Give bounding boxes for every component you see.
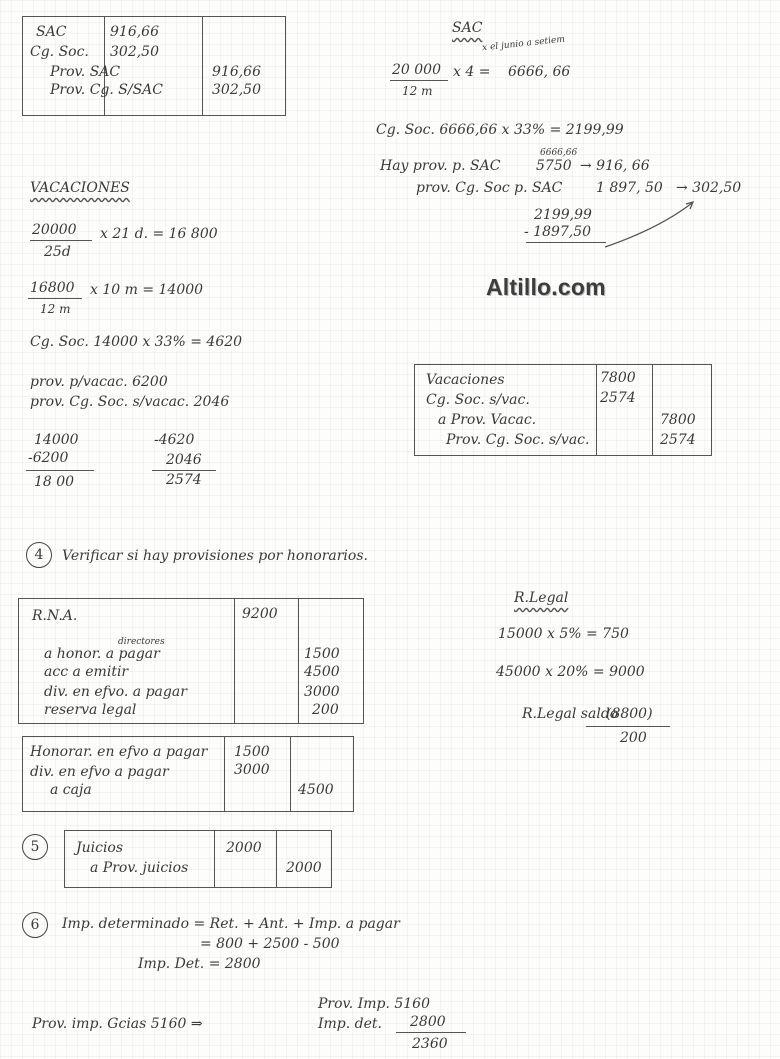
section-6-right-result: 2360	[412, 1036, 448, 1052]
rna-table-divider	[234, 598, 235, 724]
vac-table-divider	[596, 364, 597, 456]
sac-fraction-numerator: 20 000	[392, 62, 441, 78]
section-6-line2: = 800 + 2500 - 500	[200, 936, 340, 952]
vac-table-account: Prov. Cg. Soc. s/vac.	[446, 432, 590, 448]
sac-row-debit: 916,66	[110, 24, 159, 40]
vac-table-credit: 2574	[660, 432, 696, 448]
sac-prov-cg-result: → 302,50	[676, 180, 742, 196]
sac-row-debit: 302,50	[110, 44, 159, 60]
vac-calc1-den: 25d	[44, 244, 71, 260]
arrow-icon	[600, 195, 700, 255]
rlegal-line3-label: R.Legal saldo	[522, 706, 619, 722]
section-6-line3: Imp. Det. = 2800	[138, 956, 261, 972]
vac-calc2-num: 16800	[30, 280, 75, 296]
juicios-table-divider	[276, 830, 277, 888]
pay-row-account: Honorar. en efvo a pagar	[30, 744, 208, 760]
vac-sub2-a: -4620	[154, 432, 195, 448]
vac-prov-cg-line: prov. Cg. Soc. s/vacac. 2046	[30, 394, 230, 410]
section-6-underline	[396, 1032, 466, 1033]
sac-sub-underline	[526, 242, 606, 243]
vac-sub1-b: -6200	[28, 450, 69, 466]
rna-row-credit: 4500	[304, 664, 340, 680]
sac-row-account: SAC	[36, 24, 67, 40]
vac-table-divider	[652, 364, 653, 456]
vac-calc1-bar	[30, 240, 92, 241]
sac-row-credit: 302,50	[212, 82, 261, 98]
juicios-row-account: Juicios	[76, 840, 124, 856]
section-4-text: Verificar si hay provisiones por honorarios.	[62, 548, 368, 564]
juicios-table-divider	[214, 830, 215, 888]
rna-row-account: acc a emitir	[44, 664, 129, 680]
vac-prov-line: prov. p/vacac. 6200	[30, 374, 168, 390]
rlegal-line2: 45000 x 20% = 9000	[496, 664, 645, 680]
rlegal-title: R.Legal	[514, 590, 569, 606]
vac-calc1-num: 20000	[32, 222, 77, 238]
juicios-row-debit: 2000	[226, 840, 262, 856]
section-6-right-a: Prov. Imp. 5160	[318, 996, 430, 1012]
vac-sub1-a: 14000	[34, 432, 79, 448]
sac-prov-note: 6666,66	[540, 148, 578, 158]
vac-calc2-bar	[28, 298, 82, 299]
sac-row-account: Cg. Soc.	[30, 44, 89, 60]
juicios-row-account: a Prov. juicios	[90, 860, 189, 876]
rna-row-account: div. en efvo. a pagar	[44, 684, 187, 700]
section-6-right-b-value: 2800	[410, 1014, 446, 1030]
rna-superscript: directores	[118, 637, 165, 647]
vac-sub1-line	[26, 470, 94, 471]
vac-table-debit: 2574	[600, 390, 636, 406]
section-6-prov-left: Prov. imp. Gcias 5160 ⇒	[32, 1016, 203, 1032]
vac-sub2-b: 2046	[166, 452, 202, 468]
rna-row-credit: 3000	[304, 684, 340, 700]
vac-sub2-line	[152, 470, 216, 471]
sac-prov-cg-value: 1 897, 50	[596, 180, 663, 196]
rna-table-divider	[298, 598, 299, 724]
vac-calc2-rest: x 10 m = 14000	[90, 282, 204, 298]
sac-row-account: Prov. SAC	[50, 64, 121, 80]
pay-table-divider	[224, 736, 225, 812]
rlegal-line1: 15000 x 5% = 750	[498, 626, 629, 642]
rlegal-underline	[586, 726, 670, 727]
sac-result: 6666, 66	[508, 64, 571, 80]
section-6-number: 6	[22, 912, 48, 938]
pay-row-debit: 3000	[234, 762, 270, 778]
rna-row-credit: 200	[312, 702, 339, 718]
sac-prov-result: → 916, 66	[580, 158, 650, 174]
vac-calc1-rest: x 21 d. = 16 800	[100, 226, 218, 242]
rna-row-account: reserva legal	[44, 702, 137, 718]
sac-fraction-denominator: 12 m	[402, 84, 433, 98]
rna-row-account: a honor. a pagar	[44, 646, 160, 662]
vac-table-debit: 7800	[600, 370, 636, 386]
pay-table-divider	[290, 736, 291, 812]
sac-prov-cg-label: prov. Cg. Soc p. SAC	[416, 180, 563, 196]
vac-table-account: a Prov. Vacac.	[438, 412, 537, 428]
pay-row-credit: 4500	[298, 782, 334, 798]
section-6-line1: Imp. determinado = Ret. + Ant. + Imp. a pagar	[62, 916, 400, 932]
vac-table-account: Cg. Soc. s/vac.	[426, 392, 530, 408]
sac-row-account: Prov. Cg. S/SAC	[50, 82, 163, 98]
vac-cargas: Cg. Soc. 14000 x 33% = 4620	[30, 334, 243, 350]
sac-title: SAC	[452, 20, 483, 36]
rlegal-result: 200	[620, 730, 647, 746]
pay-row-account: div. en efvo a pagar	[30, 764, 169, 780]
sac-row-credit: 916,66	[212, 64, 261, 80]
sac-fraction-bar	[390, 80, 448, 81]
sac-multiplier: x 4 =	[453, 64, 491, 80]
rna-row-credit: 1500	[304, 646, 340, 662]
vac-table-credit: 7800	[660, 412, 696, 428]
rna-head-debit: 9200	[242, 606, 278, 622]
rlegal-line3-value: (8800)	[606, 706, 653, 722]
vacaciones-title: VACACIONES	[30, 180, 130, 196]
section-6-right-b-label: Imp. det.	[318, 1016, 382, 1032]
sac-prov-value: 5750	[536, 158, 572, 174]
section-5-number: 5	[22, 834, 48, 860]
pay-row-account: a caja	[50, 782, 92, 798]
sac-table-divider	[202, 16, 203, 116]
vac-table-account: Vacaciones	[426, 372, 505, 388]
juicios-journal-table	[64, 830, 332, 888]
vac-calc2-den: 12 m	[40, 302, 71, 316]
sac-prov-label: Hay prov. p. SAC	[380, 158, 501, 174]
vac-sub2-result: 2574	[166, 472, 202, 488]
sac-cargas-line: Cg. Soc. 6666,66 x 33% = 2199,99	[376, 122, 624, 138]
sac-sub-a: 2199,99	[534, 207, 592, 223]
rna-head-account: R.N.A.	[32, 608, 78, 624]
juicios-row-credit: 2000	[286, 860, 322, 876]
sac-sub-b: - 1897,50	[524, 224, 592, 240]
pay-row-debit: 1500	[234, 744, 270, 760]
section-4-number: 4	[26, 542, 52, 568]
sac-note: x el junio a setiem	[481, 34, 566, 54]
brand-watermark: Altillo.com	[486, 274, 606, 300]
vac-sub1-result: 18 00	[34, 474, 75, 490]
